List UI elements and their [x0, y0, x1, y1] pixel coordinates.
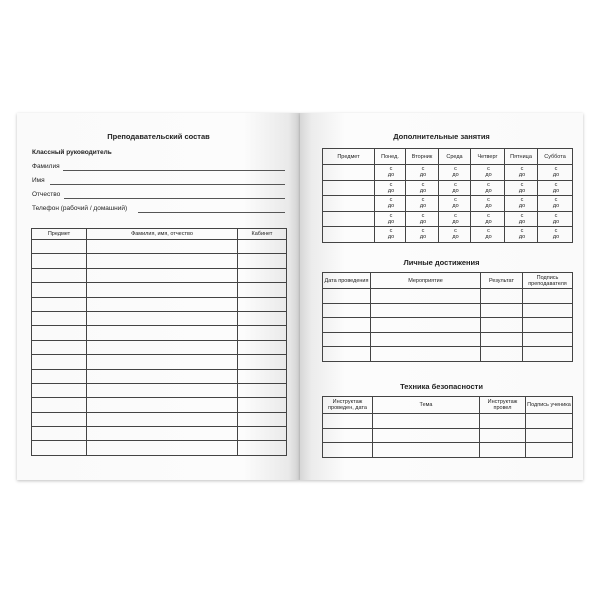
time-to-label: до	[485, 203, 492, 210]
time-to-label: до	[518, 203, 526, 210]
time-to-label: до	[518, 187, 526, 194]
extra-header-tue: Вторник	[406, 149, 439, 165]
time-slot-cell[interactable]	[505, 196, 538, 212]
achievement-row-cell[interactable]	[481, 289, 523, 304]
staff-row	[32, 326, 287, 340]
staff-row-cell[interactable]	[87, 355, 238, 369]
time-slot-cell[interactable]	[538, 180, 573, 196]
time-from-label: с	[389, 166, 393, 173]
achievement-row-cell[interactable]	[523, 332, 573, 347]
staff-row	[32, 311, 287, 325]
safety-row-cell[interactable]	[480, 428, 526, 443]
staff-row-cell[interactable]	[32, 369, 87, 383]
time-to-label: до	[387, 234, 395, 241]
achievement-row-cell[interactable]	[523, 289, 573, 304]
achievements-title: Личные достижения	[403, 258, 480, 267]
safety-row-cell[interactable]	[526, 443, 573, 458]
time-to-label: до	[387, 218, 395, 225]
time-from-label: с	[487, 181, 490, 188]
safety-row-cell[interactable]	[526, 428, 573, 443]
time-slot-cell[interactable]	[406, 165, 439, 181]
extra-classes-row-cell[interactable]	[323, 227, 375, 243]
achievement-row	[323, 332, 573, 347]
time-to-label: до	[485, 187, 492, 194]
class-teacher-heading: Классный руководитель	[32, 149, 112, 156]
achievement-row-cell[interactable]	[323, 303, 371, 318]
time-from-label: с	[454, 197, 457, 204]
safety-row-cell[interactable]	[480, 414, 526, 429]
staff-row-cell[interactable]	[87, 441, 238, 455]
time-to-label: до	[552, 218, 560, 225]
staff-row	[32, 441, 287, 455]
extra-header-fri: Пятница	[505, 149, 538, 165]
achievements-table	[322, 272, 573, 362]
staff-row-cell[interactable]	[32, 412, 87, 426]
safety-row	[323, 428, 573, 443]
achievement-row	[323, 289, 573, 304]
extra-classes-title: Дополнительные занятия	[393, 132, 490, 141]
time-slot-cell[interactable]	[375, 227, 406, 243]
time-slot-cell[interactable]	[538, 211, 573, 227]
safety-row	[323, 443, 573, 458]
staff-row-cell[interactable]	[32, 427, 87, 441]
staff-row-cell[interactable]	[238, 398, 287, 412]
ach-header-signature: Подпись преподавателя	[523, 273, 573, 289]
left-page	[17, 113, 300, 480]
time-slot-cell[interactable]	[471, 196, 505, 212]
staff-row-cell[interactable]	[32, 441, 87, 455]
safety-header-topic: Тема	[373, 397, 480, 414]
field-name-line[interactable]	[50, 184, 285, 185]
staff-row-cell[interactable]	[238, 412, 287, 426]
achievement-row-cell[interactable]	[323, 347, 371, 362]
safety-row-cell[interactable]	[373, 428, 480, 443]
time-from-label: с	[421, 228, 425, 235]
staff-row	[32, 398, 287, 412]
time-from-label: с	[487, 212, 490, 219]
field-patronymic-line[interactable]	[64, 198, 285, 199]
staff-row-cell[interactable]	[238, 254, 287, 268]
time-from-label: с	[520, 228, 524, 235]
extra-classes-row-cell[interactable]	[323, 180, 375, 196]
time-from-label: с	[389, 228, 393, 235]
field-patronymic-label: Отчество	[32, 191, 61, 198]
time-from-label: с	[520, 212, 524, 219]
time-from-label: с	[389, 212, 393, 219]
safety-row-cell[interactable]	[323, 414, 373, 429]
time-slot-cell[interactable]	[538, 165, 573, 181]
staff-row	[32, 297, 287, 311]
time-to-label: до	[452, 234, 459, 241]
staff-row-cell[interactable]	[238, 340, 287, 354]
field-name-label: Имя	[32, 177, 45, 184]
time-from-label: с	[454, 228, 457, 235]
achievement-row-cell[interactable]	[323, 318, 371, 333]
time-slot-cell[interactable]	[406, 180, 439, 196]
time-slot-cell[interactable]	[505, 211, 538, 227]
time-slot-cell[interactable]	[439, 227, 471, 243]
time-slot-cell[interactable]	[375, 165, 406, 181]
staff-row	[32, 254, 287, 268]
extra-classes-row-cell[interactable]	[323, 165, 375, 181]
achievement-row-cell[interactable]	[523, 318, 573, 333]
staff-row-cell[interactable]	[87, 340, 238, 354]
extra-header-thu: Четверг	[471, 149, 505, 165]
achievement-row-cell[interactable]	[481, 332, 523, 347]
staff-header-fullname: Фамилия, имя, отчество	[87, 229, 238, 240]
time-from-label: с	[487, 228, 490, 235]
achievement-row-cell[interactable]	[371, 332, 481, 347]
achievement-row-cell[interactable]	[371, 289, 481, 304]
staff-row	[32, 283, 287, 297]
time-to-label: до	[387, 172, 395, 179]
staff-row-cell[interactable]	[238, 283, 287, 297]
staff-row-cell[interactable]	[32, 254, 87, 268]
time-to-label: до	[419, 218, 427, 225]
time-slot-cell[interactable]	[375, 196, 406, 212]
staff-row	[32, 240, 287, 254]
achievement-row-cell[interactable]	[323, 289, 371, 304]
staff-row-cell[interactable]	[87, 369, 238, 383]
staff-row	[32, 355, 287, 369]
safety-header-date: Инструктаж проведен, дата	[323, 397, 373, 414]
extra-header-wed: Среда	[439, 149, 471, 165]
time-slot-cell[interactable]	[538, 227, 573, 243]
extra-classes-row	[323, 196, 573, 212]
extra-classes-row	[323, 227, 573, 243]
time-to-label: до	[452, 187, 459, 194]
achievement-row-cell[interactable]	[481, 318, 523, 333]
field-phone-line[interactable]	[138, 212, 285, 213]
safety-header-instructor: Инструктаж провел	[480, 397, 526, 414]
time-slot-cell[interactable]	[505, 180, 538, 196]
time-slot-cell[interactable]	[375, 211, 406, 227]
time-from-label: с	[487, 166, 490, 173]
time-slot-cell[interactable]	[406, 196, 439, 212]
staff-title: Преподавательский состав	[107, 132, 210, 141]
time-from-label: с	[421, 212, 425, 219]
ach-header-date: Дата проведения	[323, 273, 371, 289]
staff-row-cell[interactable]	[32, 268, 87, 282]
time-from-label: с	[454, 166, 457, 173]
achievement-row-cell[interactable]	[323, 332, 371, 347]
time-to-label: до	[387, 187, 395, 194]
time-from-label: с	[454, 181, 457, 188]
extra-classes-row-cell[interactable]	[323, 211, 375, 227]
time-to-label: до	[485, 218, 492, 225]
time-from-label: с	[389, 181, 393, 188]
time-to-label: до	[419, 234, 427, 241]
time-from-label: с	[421, 197, 425, 204]
staff-row	[32, 383, 287, 397]
time-to-label: до	[552, 172, 560, 179]
achievement-row-cell[interactable]	[481, 303, 523, 318]
time-slot-cell[interactable]	[439, 165, 471, 181]
achievement-row-cell[interactable]	[523, 303, 573, 318]
staff-row-cell[interactable]	[32, 383, 87, 397]
staff-row-cell[interactable]	[87, 383, 238, 397]
staff-row	[32, 369, 287, 383]
staff-row-cell[interactable]	[238, 369, 287, 383]
staff-row-cell[interactable]	[238, 311, 287, 325]
time-to-label: до	[452, 203, 459, 210]
safety-row	[323, 414, 573, 429]
time-to-label: до	[552, 187, 560, 194]
staff-row-cell[interactable]	[32, 326, 87, 340]
time-from-label: с	[487, 197, 490, 204]
staff-row-cell[interactable]	[87, 398, 238, 412]
staff-row-cell[interactable]	[87, 297, 238, 311]
extra-header-subject: Предмет	[323, 149, 375, 165]
staff-row-cell[interactable]	[87, 268, 238, 282]
time-from-label: с	[554, 197, 558, 204]
achievement-row	[323, 303, 573, 318]
staff-row-cell[interactable]	[32, 311, 87, 325]
extra-classes-row-cell[interactable]	[323, 196, 375, 212]
safety-title: Техника безопасности	[400, 382, 483, 391]
safety-row-cell[interactable]	[480, 443, 526, 458]
safety-table	[322, 396, 573, 458]
time-slot-cell[interactable]	[505, 165, 538, 181]
right-page	[300, 113, 583, 480]
time-to-label: до	[485, 234, 492, 241]
staff-row-cell[interactable]	[32, 340, 87, 354]
staff-row-cell[interactable]	[87, 283, 238, 297]
achievement-row-cell[interactable]	[371, 303, 481, 318]
achievement-row-cell[interactable]	[523, 347, 573, 362]
time-to-label: до	[419, 203, 427, 210]
staff-row-cell[interactable]	[87, 412, 238, 426]
time-from-label: с	[421, 181, 425, 188]
time-to-label: до	[452, 218, 459, 225]
safety-row-cell[interactable]	[323, 443, 373, 458]
staff-row-cell[interactable]	[87, 311, 238, 325]
time-to-label: до	[419, 172, 427, 179]
field-phone-label: Телефон (рабочий / домашний)	[32, 205, 128, 212]
ach-header-event: Мероприятие	[371, 273, 481, 289]
staff-row-cell[interactable]	[238, 268, 287, 282]
staff-row-cell[interactable]	[238, 326, 287, 340]
achievement-row-cell[interactable]	[371, 318, 481, 333]
time-slot-cell[interactable]	[538, 196, 573, 212]
time-from-label: с	[454, 212, 457, 219]
achievement-row	[323, 318, 573, 333]
staff-row-cell[interactable]	[238, 383, 287, 397]
time-from-label: с	[554, 212, 558, 219]
time-to-label: до	[518, 172, 526, 179]
staff-row-cell[interactable]	[32, 355, 87, 369]
extra-classes-row	[323, 211, 573, 227]
time-to-label: до	[419, 187, 427, 194]
time-slot-cell[interactable]	[471, 211, 505, 227]
time-to-label: до	[518, 218, 526, 225]
safety-row-cell[interactable]	[526, 414, 573, 429]
time-slot-cell[interactable]	[439, 211, 471, 227]
staff-header-subject: Предмет	[32, 229, 87, 240]
extra-classes-table	[322, 148, 573, 243]
time-slot-cell[interactable]	[505, 227, 538, 243]
time-from-label: с	[520, 166, 524, 173]
staff-row-cell[interactable]	[238, 441, 287, 455]
staff-row-cell[interactable]	[87, 254, 238, 268]
staff-row	[32, 340, 287, 354]
time-slot-cell[interactable]	[406, 227, 439, 243]
extra-header-sat: Суббота	[538, 149, 573, 165]
staff-row-cell[interactable]	[32, 398, 87, 412]
staff-row	[32, 412, 287, 426]
staff-row-cell[interactable]	[32, 283, 87, 297]
time-from-label: с	[389, 197, 393, 204]
time-to-label: до	[485, 172, 492, 179]
time-slot-cell[interactable]	[471, 227, 505, 243]
safety-header-signature: Подпись ученика	[526, 397, 573, 414]
staff-row-cell[interactable]	[87, 326, 238, 340]
extra-classes-row	[323, 180, 573, 196]
field-surname-label: Фамилия	[32, 163, 60, 170]
extra-classes-row	[323, 165, 573, 181]
staff-row-cell[interactable]	[238, 297, 287, 311]
achievement-row	[323, 347, 573, 362]
staff-header-room: Кабинет	[238, 229, 287, 240]
achievement-row-cell[interactable]	[481, 347, 523, 362]
ach-header-result: Результат	[481, 273, 523, 289]
safety-row-cell[interactable]	[323, 428, 373, 443]
staff-row-cell[interactable]	[87, 240, 238, 254]
time-to-label: до	[552, 234, 560, 241]
time-slot-cell[interactable]	[471, 165, 505, 181]
time-to-label: до	[518, 234, 526, 241]
time-to-label: до	[552, 203, 560, 210]
staff-row-cell[interactable]	[87, 427, 238, 441]
time-from-label: с	[554, 181, 558, 188]
time-from-label: с	[554, 228, 558, 235]
time-slot-cell[interactable]	[406, 211, 439, 227]
field-surname-line[interactable]	[63, 170, 285, 171]
staff-table	[31, 228, 287, 456]
staff-row	[32, 427, 287, 441]
safety-row-cell[interactable]	[373, 443, 480, 458]
time-slot-cell[interactable]	[439, 180, 471, 196]
staff-row-cell[interactable]	[32, 240, 87, 254]
staff-row-cell[interactable]	[238, 355, 287, 369]
staff-row	[32, 268, 287, 282]
time-from-label: с	[554, 166, 558, 173]
time-from-label: с	[520, 181, 524, 188]
time-from-label: с	[421, 166, 425, 173]
staff-row-cell[interactable]	[32, 297, 87, 311]
staff-row-cell[interactable]	[238, 240, 287, 254]
time-slot-cell[interactable]	[439, 196, 471, 212]
time-slot-cell[interactable]	[375, 180, 406, 196]
staff-row-cell[interactable]	[238, 427, 287, 441]
extra-header-mon: Понед.	[375, 149, 406, 165]
safety-row-cell[interactable]	[373, 414, 480, 429]
achievement-row-cell[interactable]	[371, 347, 481, 362]
time-slot-cell[interactable]	[471, 180, 505, 196]
time-to-label: до	[387, 203, 395, 210]
time-from-label: с	[520, 197, 524, 204]
time-to-label: до	[452, 172, 459, 179]
